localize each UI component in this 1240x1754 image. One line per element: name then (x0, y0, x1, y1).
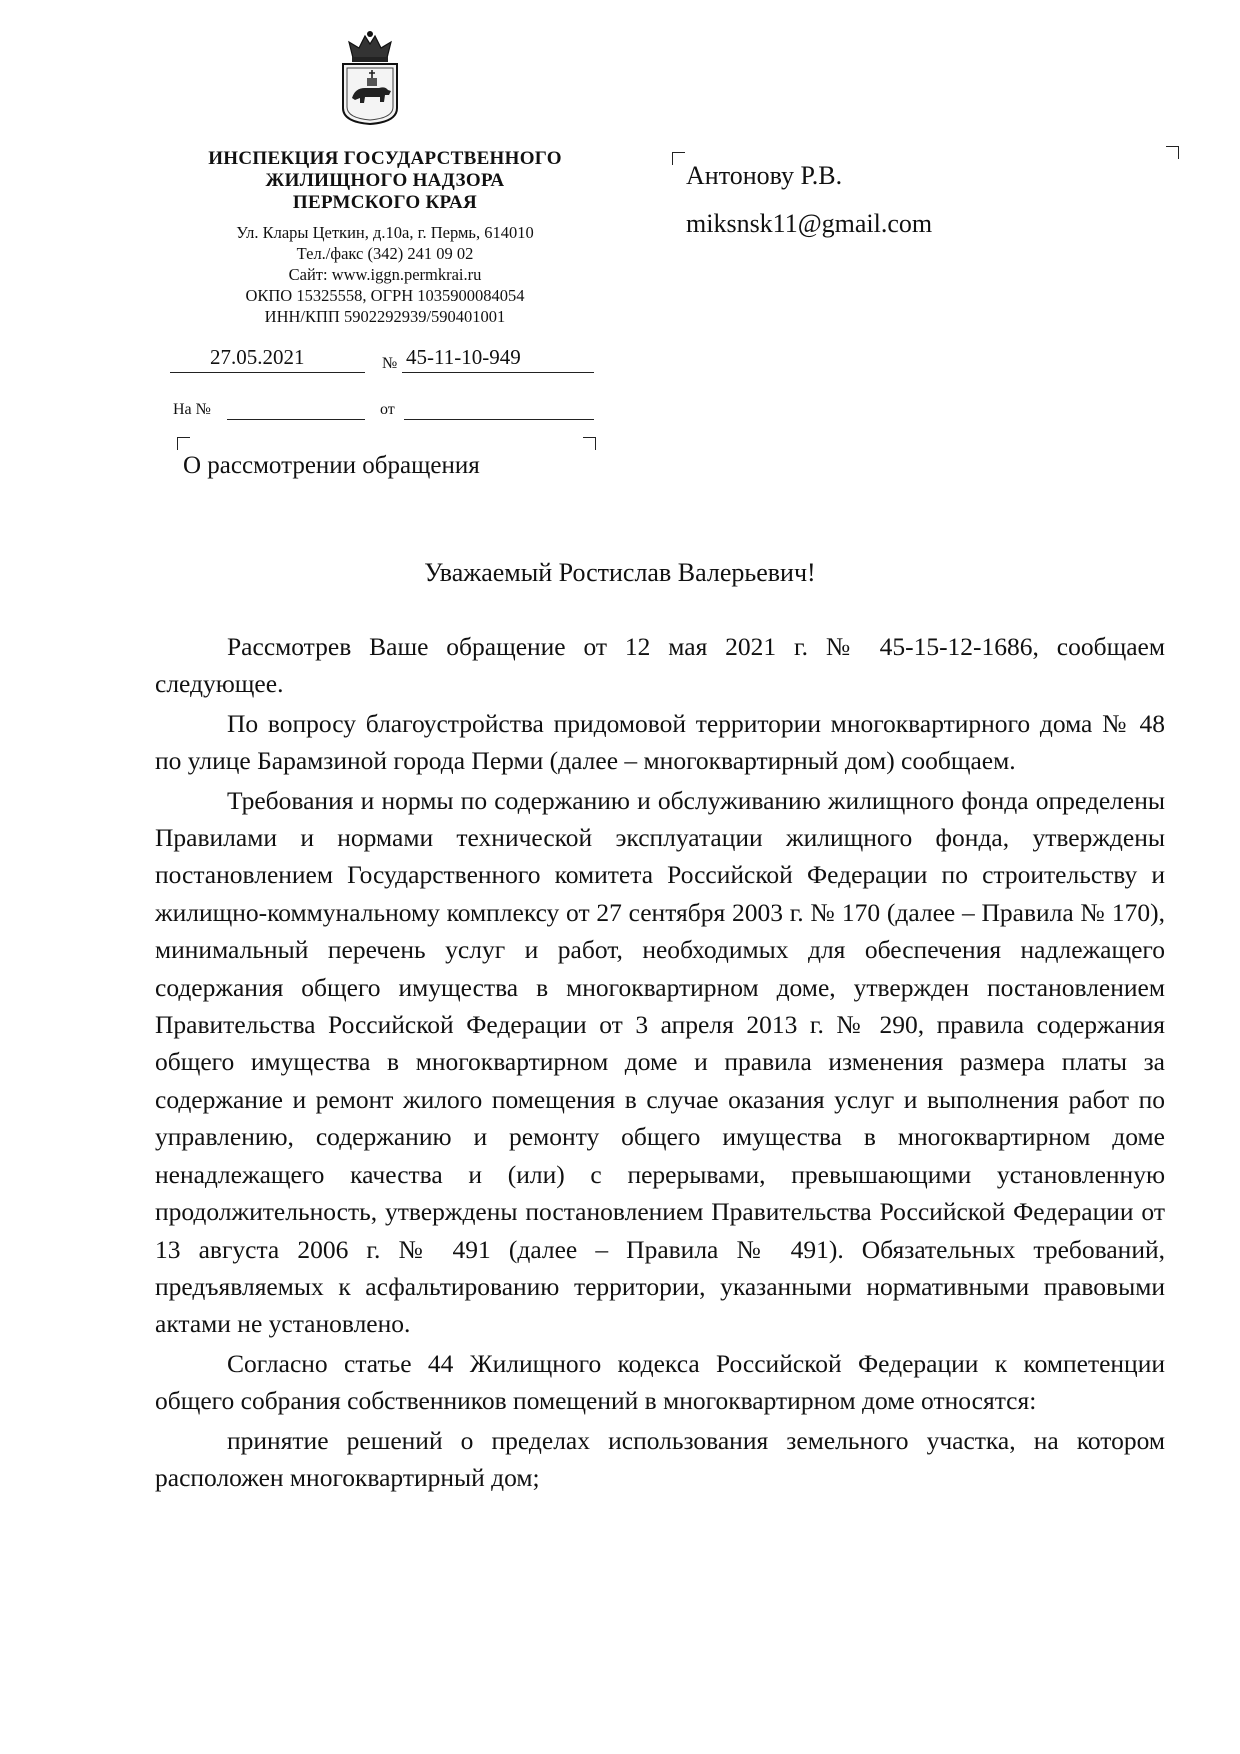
reply-from-underline (404, 419, 594, 420)
addressee-corner-left (672, 152, 685, 165)
body-paragraph-1: Рассмотрев Ваше обращение от 12 мая 2021 г. № 45-15-12-1686, сообщаем следующее. (155, 632, 1165, 699)
org-address-block (150, 222, 620, 327)
body-paragraph-4: Согласно статье 44 Жилищного кодекса Российской Федерации к компетенции общего собрания собственников помещений в многоквартирном доме относятся: (155, 1348, 1165, 1416)
outgoing-number: 45-11-10-949 (406, 345, 521, 369)
org-name-line-3: ПЕРМСКОГО КРАЯ (292, 192, 478, 213)
letter-subject: О рассмотрении обращения (183, 452, 480, 479)
date-underline (170, 372, 365, 373)
org-website: Сайт: www.iggn.permkrai.ru (288, 265, 482, 284)
addressee-name: Антонову Р.В. (686, 161, 843, 190)
body-paragraph-3: Требования и нормы по содержанию и обслуживанию жилищного фонда определены Правилами и нормами технической эксплуатации жилищного фонда, утверждены постановлением Государственного комитета Российской Федерации по строительству и жилищно-коммунальному комплексу от 27 сентября 2003 г. № 170 (далее – Правила № 170), минимальный перечень услуг и работ, необходимых для обеспечения надлежащего содержания общего имущества в многоквартирном доме, утвержден постановлением Правительства Российской Федерации от 3 апреля 2013 г. № 290, правила содержания общего имущества в многоквартирном доме и правила изменения размера платы за содержание и ремонт жилого помещения в случае оказания услуг и выполнения работ по управлению, содержанию и ремонту общего имущества в многоквартирном доме ненадлежащего качества и (или) с перерывами, превышающими установленную продолжительность, утверждены постановлением Правительства Российской Федерации от 13 августа 2006 г. № 491 (далее – Правила № 491). Обязательных требований, предъявляемых к асфальтированию территории, указанными нормативными правовыми актами не установлено. (155, 785, 1165, 1339)
body-paragraph-2: По вопросу благоустройства придомовой территории многоквартирного дома № 48 по улице Барамзиной города Перми (далее – многоквартирный дом) сообщаем. (155, 708, 1165, 776)
letter-body (155, 628, 1165, 1498)
reply-to-underline (227, 419, 365, 420)
letterhead (150, 148, 620, 327)
org-address: Ул. Клары Цеткин, д.10а, г. Пермь, 614010 (236, 223, 534, 242)
org-phone: Тел./факс (342) 241 09 02 (296, 244, 474, 263)
reply-to-label: На № (173, 401, 211, 418)
subject-corner-left (177, 437, 190, 450)
addressee-email: miksnsk11@gmail.com (686, 209, 933, 238)
greeting: Уважаемый Ростислав Валерьевич! (424, 558, 816, 587)
outgoing-date: 27.05.2021 (210, 345, 305, 369)
org-name-line-1: ИНСПЕКЦИЯ ГОСУДАРСТВЕННОГО (208, 148, 562, 169)
org-name-line-2: ЖИЛИЩНОГО НАДЗОРА (265, 170, 505, 191)
reply-from-label: от (380, 401, 395, 418)
addressee-block (686, 152, 932, 248)
org-inn-kpp: ИНН/КПП 5902292939/590401001 (264, 307, 506, 326)
number-underline (402, 372, 594, 373)
outgoing-number-label: № (382, 355, 398, 372)
body-paragraph-5: принятие решений о пределах использования земельного участка, на котором расположен многоквартирный дом; (155, 1425, 1165, 1492)
org-okpo-ogrn: ОКПО 15325558, ОГРН 1035900084054 (245, 286, 525, 305)
perm-krai-coat-of-arms-icon (335, 28, 405, 126)
addressee-corner-right (1166, 146, 1179, 159)
subject-corner-right (583, 437, 596, 450)
